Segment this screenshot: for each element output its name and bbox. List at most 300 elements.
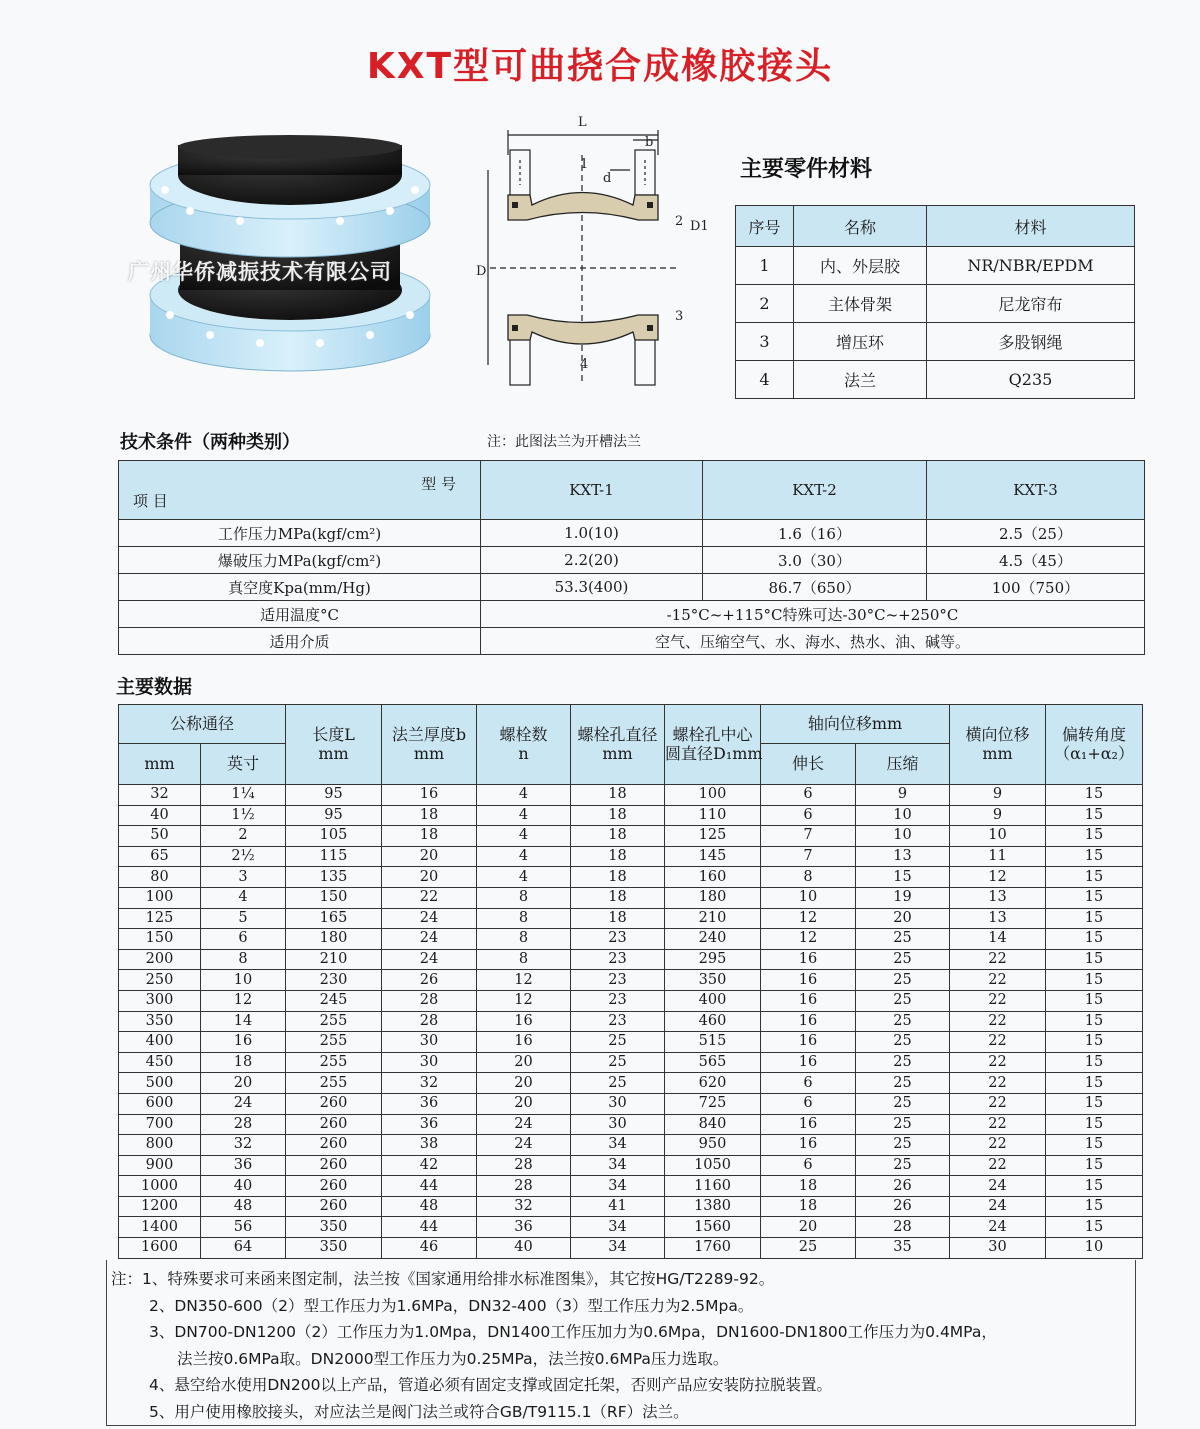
tech-cell: 100（750） xyxy=(927,574,1145,601)
table-cell: 15 xyxy=(1046,908,1143,929)
table-cell: 10 xyxy=(950,826,1046,847)
table-cell: 300 xyxy=(119,990,201,1011)
table-cell: 22 xyxy=(950,1155,1046,1176)
table-row xyxy=(119,867,1143,888)
parts-row xyxy=(736,323,1135,361)
table-cell: 26 xyxy=(856,1176,950,1197)
hdr-length-text: 长度L xyxy=(312,725,355,745)
table-cell: 255 xyxy=(286,1011,382,1032)
table-cell: 23 xyxy=(571,1011,665,1032)
table-cell: 10 xyxy=(761,887,856,908)
table-cell: 350 xyxy=(286,1217,382,1238)
table-cell: 18 xyxy=(761,1176,856,1197)
hdr-pcd-unit: 圆直径D₁mm xyxy=(665,743,763,763)
table-cell: 95 xyxy=(286,785,382,806)
table-cell: 36 xyxy=(201,1155,286,1176)
table-cell: 18 xyxy=(761,1196,856,1217)
parts-cell: 多股钢绳 xyxy=(927,323,1135,361)
tech-row xyxy=(119,574,1145,601)
table-cell: 165 xyxy=(286,908,382,929)
table-cell: 24 xyxy=(382,929,477,950)
table-cell: 110 xyxy=(665,805,761,826)
table-cell: 230 xyxy=(286,970,382,991)
table-cell: 32 xyxy=(382,1073,477,1094)
tech-row xyxy=(119,601,1145,628)
table-cell: 56 xyxy=(201,1217,286,1238)
table-cell: 1050 xyxy=(665,1155,761,1176)
table-cell: 42 xyxy=(382,1155,477,1176)
table-cell: 255 xyxy=(286,1032,382,1053)
table-cell: 14 xyxy=(201,1011,286,1032)
table-cell: 22 xyxy=(950,1073,1046,1094)
table-row xyxy=(119,1196,1143,1217)
table-cell: 25 xyxy=(571,1073,665,1094)
table-cell: 16 xyxy=(761,1032,856,1053)
parts-header-row xyxy=(736,206,1135,247)
parts-row xyxy=(736,361,1135,399)
table-cell: 20 xyxy=(477,1093,571,1114)
table-cell: 22 xyxy=(950,1052,1046,1073)
table-cell: 295 xyxy=(665,949,761,970)
table-cell: 25 xyxy=(856,1135,950,1156)
table-cell: 350 xyxy=(665,970,761,991)
table-cell: 15 xyxy=(1046,1114,1143,1135)
table-cell: 6 xyxy=(761,1073,856,1094)
table-cell: 150 xyxy=(119,929,201,950)
label-4: 4 xyxy=(580,357,589,372)
hdr-flange-unit: mm xyxy=(413,743,445,763)
hdr-hole-unit: mm xyxy=(602,743,633,763)
table-row xyxy=(119,887,1143,908)
table-cell: 260 xyxy=(286,1093,382,1114)
table-cell: 16 xyxy=(761,970,856,991)
table-cell: 44 xyxy=(382,1217,477,1238)
table-cell: 600 xyxy=(119,1093,201,1114)
table-cell: 12 xyxy=(761,929,856,950)
table-cell: 8 xyxy=(201,949,286,970)
tech-cell: 4.5（45） xyxy=(927,547,1145,574)
table-cell: 30 xyxy=(571,1114,665,1135)
tech-row xyxy=(119,520,1145,547)
table-cell: 125 xyxy=(119,908,201,929)
table-cell: 65 xyxy=(119,846,201,867)
table-cell: 28 xyxy=(477,1155,571,1176)
table-cell: 1600 xyxy=(119,1238,201,1259)
table-cell: 250 xyxy=(119,970,201,991)
table-cell: 16 xyxy=(382,785,477,806)
table-cell: 25 xyxy=(856,1093,950,1114)
table-cell: 19 xyxy=(856,887,950,908)
table-cell: 34 xyxy=(571,1217,665,1238)
table-cell: 12 xyxy=(477,990,571,1011)
table-cell: 34 xyxy=(571,1176,665,1197)
table-cell: 350 xyxy=(286,1238,382,1259)
table-cell: 25 xyxy=(856,1114,950,1135)
table-cell: 500 xyxy=(119,1073,201,1094)
table-row xyxy=(119,1093,1143,1114)
table-cell: 900 xyxy=(119,1155,201,1176)
table-cell: 16 xyxy=(761,1114,856,1135)
table-cell: 15 xyxy=(1046,1073,1143,1094)
hdr-ext: 伸长 xyxy=(761,744,856,785)
table-cell: 12 xyxy=(761,908,856,929)
table-cell: 16 xyxy=(761,1135,856,1156)
table-cell: 23 xyxy=(571,929,665,950)
hdr-inch: 英寸 xyxy=(201,744,286,785)
hdr-hole xyxy=(571,705,665,785)
tech-cell: 1.0(10) xyxy=(481,520,703,547)
table-cell: 200 xyxy=(119,949,201,970)
parts-header-no: 序号 xyxy=(736,206,794,247)
table-row xyxy=(119,846,1143,867)
table-cell: 255 xyxy=(286,1052,382,1073)
table-cell: 38 xyxy=(382,1135,477,1156)
table-cell: 16 xyxy=(761,990,856,1011)
table-cell: 14 xyxy=(950,929,1046,950)
table-row xyxy=(119,1114,1143,1135)
table-cell: 18 xyxy=(571,846,665,867)
table-cell: 30 xyxy=(950,1238,1046,1259)
table-cell: 210 xyxy=(665,908,761,929)
table-cell: 100 xyxy=(119,887,201,908)
table-cell: 15 xyxy=(1046,826,1143,847)
table-cell: 20 xyxy=(382,846,477,867)
main-header-row-1 xyxy=(119,705,1143,744)
media-label: 适用介质 xyxy=(119,628,481,655)
table-cell: 6 xyxy=(201,929,286,950)
table-cell: 260 xyxy=(286,1135,382,1156)
table-cell: 18 xyxy=(571,887,665,908)
table-cell: 15 xyxy=(1046,867,1143,888)
table-cell: 25 xyxy=(856,1073,950,1094)
tech-corner-cell xyxy=(119,461,481,520)
hdr-flange xyxy=(382,705,477,785)
table-cell: 6 xyxy=(761,1155,856,1176)
hdr-comp: 压缩 xyxy=(856,744,950,785)
table-cell: 160 xyxy=(665,867,761,888)
table-cell: 18 xyxy=(571,785,665,806)
table-cell: 255 xyxy=(286,1073,382,1094)
table-cell: 15 xyxy=(1046,846,1143,867)
table-cell: 1400 xyxy=(119,1217,201,1238)
parts-cell: 1 xyxy=(736,247,794,285)
table-cell: 1000 xyxy=(119,1176,201,1197)
table-row xyxy=(119,970,1143,991)
parts-cell: Q235 xyxy=(927,361,1135,399)
table-cell: 7 xyxy=(761,846,856,867)
table-cell: 22 xyxy=(950,949,1046,970)
main-heading: 主要数据 xyxy=(116,676,193,698)
table-cell: 24 xyxy=(382,908,477,929)
table-cell: 260 xyxy=(286,1155,382,1176)
table-cell: 8 xyxy=(477,949,571,970)
hdr-pcd-text: 螺栓孔中心 xyxy=(672,725,753,745)
table-cell: 80 xyxy=(119,867,201,888)
table-cell: 460 xyxy=(665,1011,761,1032)
table-cell: 25 xyxy=(856,1052,950,1073)
table-cell: 24 xyxy=(477,1135,571,1156)
hdr-pcd xyxy=(665,705,761,785)
table-cell: 26 xyxy=(856,1196,950,1217)
table-cell: 30 xyxy=(382,1052,477,1073)
label-d: d xyxy=(603,171,612,186)
note-line: 法兰按0.6MPa取。DN2000型工作压力为0.25MPa，法兰按0.6MPa压力选取。 xyxy=(177,1349,729,1368)
table-cell: 22 xyxy=(950,1011,1046,1032)
table-cell: 28 xyxy=(201,1114,286,1135)
table-cell: 20 xyxy=(201,1073,286,1094)
table-cell: 22 xyxy=(950,990,1046,1011)
table-cell: 15 xyxy=(1046,1135,1143,1156)
table-cell: 15 xyxy=(1046,970,1143,991)
table-cell: 12 xyxy=(477,970,571,991)
table-cell: 18 xyxy=(571,805,665,826)
table-cell: 4 xyxy=(477,785,571,806)
parts-cell: 主体骨架 xyxy=(794,285,927,323)
table-cell: 22 xyxy=(382,887,477,908)
table-cell: 2 xyxy=(201,826,286,847)
table-cell: 12 xyxy=(950,867,1046,888)
table-cell: 350 xyxy=(119,1011,201,1032)
table-cell: 16 xyxy=(477,1032,571,1053)
parts-header-material: 材料 xyxy=(927,206,1135,247)
table-row xyxy=(119,908,1143,929)
table-cell: 25 xyxy=(856,1011,950,1032)
table-cell: 725 xyxy=(665,1093,761,1114)
parts-cell: 2 xyxy=(736,285,794,323)
table-cell: 240 xyxy=(665,929,761,950)
table-cell: 32 xyxy=(201,1135,286,1156)
hdr-angle-text: 偏转角度 xyxy=(1062,725,1127,745)
table-cell: 16 xyxy=(201,1032,286,1053)
page-title: KXT型可曲挠合成橡胶接头 xyxy=(366,46,834,87)
table-cell: 260 xyxy=(286,1176,382,1197)
table-cell: 10 xyxy=(201,970,286,991)
table-cell: 1380 xyxy=(665,1196,761,1217)
tech-cell: 3.0（30） xyxy=(703,547,927,574)
table-row xyxy=(119,1011,1143,1032)
table-cell: 7 xyxy=(761,826,856,847)
table-row xyxy=(119,1073,1143,1094)
parts-cell: 4 xyxy=(736,361,794,399)
table-cell: 18 xyxy=(201,1052,286,1073)
table-cell: 2½ xyxy=(201,846,286,867)
table-cell: 260 xyxy=(286,1196,382,1217)
table-cell: 34 xyxy=(571,1155,665,1176)
tech-label: 工作压力MPa(kgf/cm²) xyxy=(119,520,481,547)
hdr-length xyxy=(286,705,382,785)
table-cell: 15 xyxy=(1046,1196,1143,1217)
table-cell: 48 xyxy=(201,1196,286,1217)
table-cell: 3 xyxy=(201,867,286,888)
parts-row xyxy=(736,247,1135,285)
table-row xyxy=(119,805,1143,826)
hdr-flange-text: 法兰厚度b xyxy=(391,725,467,745)
parts-header-name: 名称 xyxy=(794,206,927,247)
model-kxt3: KXT-3 xyxy=(927,461,1145,520)
table-cell: 6 xyxy=(761,805,856,826)
table-cell: 24 xyxy=(950,1196,1046,1217)
table-row xyxy=(119,929,1143,950)
cross-section-diagram xyxy=(470,110,709,400)
hdr-bolts-unit: n xyxy=(518,743,529,763)
table-cell: 18 xyxy=(571,867,665,888)
table-cell: 1¼ xyxy=(201,785,286,806)
table-cell: 30 xyxy=(382,1032,477,1053)
table-cell: 9 xyxy=(950,785,1046,806)
label-D1: D1 xyxy=(690,219,709,234)
table-cell: 36 xyxy=(382,1114,477,1135)
tech-cell: 2.2(20) xyxy=(481,547,703,574)
tech-heading: 技术条件（两种类别） xyxy=(120,432,300,453)
label-L: L xyxy=(578,115,587,130)
table-cell: 28 xyxy=(382,990,477,1011)
table-cell: 36 xyxy=(382,1093,477,1114)
table-cell: 150 xyxy=(286,887,382,908)
table-cell: 34 xyxy=(571,1238,665,1259)
table-cell: 16 xyxy=(761,949,856,970)
corner-item: 项 目 xyxy=(133,492,168,510)
table-cell: 36 xyxy=(477,1217,571,1238)
media-value: 空气、压缩空气、水、海水、热水、油、碱等。 xyxy=(481,628,1145,655)
label-3: 3 xyxy=(675,309,684,324)
table-cell: 20 xyxy=(477,1052,571,1073)
table-cell: 245 xyxy=(286,990,382,1011)
label-D: D xyxy=(476,264,487,279)
note-line: 5、用户使用橡胶接头，对应法兰是阀门法兰或符合GB/T9115.1（RF）法兰。 xyxy=(149,1402,689,1421)
table-cell: 6 xyxy=(761,1093,856,1114)
table-cell: 40 xyxy=(201,1176,286,1197)
table-cell: 115 xyxy=(286,846,382,867)
table-cell: 9 xyxy=(856,785,950,806)
table-cell: 22 xyxy=(950,1114,1046,1135)
temp-label: 适用温度°C xyxy=(119,601,481,628)
parts-cell: 尼龙帘布 xyxy=(927,285,1135,323)
table-cell: 20 xyxy=(761,1217,856,1238)
table-cell: 145 xyxy=(665,846,761,867)
table-cell: 950 xyxy=(665,1135,761,1156)
table-cell: 1760 xyxy=(665,1238,761,1259)
table-cell: 24 xyxy=(382,949,477,970)
table-cell: 23 xyxy=(571,990,665,1011)
table-cell: 15 xyxy=(1046,1176,1143,1197)
tech-header-row xyxy=(119,461,1145,520)
table-cell: 23 xyxy=(571,949,665,970)
table-cell: 22 xyxy=(950,1032,1046,1053)
table-cell: 25 xyxy=(761,1238,856,1259)
table-cell: 26 xyxy=(382,970,477,991)
table-cell: 1½ xyxy=(201,805,286,826)
table-cell: 4 xyxy=(477,826,571,847)
table-cell: 15 xyxy=(1046,990,1143,1011)
table-cell: 12 xyxy=(201,990,286,1011)
parts-cell: NR/NBR/EPDM xyxy=(927,247,1135,285)
parts-cell: 增压环 xyxy=(794,323,927,361)
table-cell: 8 xyxy=(477,887,571,908)
table-cell: 180 xyxy=(286,929,382,950)
table-cell: 10 xyxy=(856,805,950,826)
table-row xyxy=(119,1176,1143,1197)
company-watermark: 广州华侨减振技术有限公司 xyxy=(128,260,392,284)
hdr-mm: mm xyxy=(119,744,201,785)
table-cell: 16 xyxy=(761,1052,856,1073)
table-cell: 8 xyxy=(761,867,856,888)
temp-value: -15°C~+115°C特殊可达-30°C~+250°C xyxy=(481,601,1145,628)
table-row xyxy=(119,1217,1143,1238)
table-cell: 28 xyxy=(856,1217,950,1238)
table-cell: 64 xyxy=(201,1238,286,1259)
table-cell: 32 xyxy=(477,1196,571,1217)
tech-cell: 86.7（650） xyxy=(703,574,927,601)
table-cell: 25 xyxy=(856,1155,950,1176)
table-cell: 840 xyxy=(665,1114,761,1135)
table-cell: 20 xyxy=(477,1073,571,1094)
tech-cell: 1.6（16） xyxy=(703,520,927,547)
table-cell: 210 xyxy=(286,949,382,970)
table-cell: 30 xyxy=(571,1093,665,1114)
table-cell: 25 xyxy=(856,990,950,1011)
label-1: 1 xyxy=(580,157,589,172)
table-cell: 800 xyxy=(119,1135,201,1156)
table-cell: 5 xyxy=(201,908,286,929)
label-2: 2 xyxy=(675,214,684,229)
table-cell: 24 xyxy=(950,1176,1046,1197)
table-cell: 135 xyxy=(286,867,382,888)
table-cell: 18 xyxy=(571,908,665,929)
table-cell: 24 xyxy=(477,1114,571,1135)
table-cell: 15 xyxy=(1046,1093,1143,1114)
note-line: 3、DN700-DN1200（2）工作压力为1.0Mpa，DN1400工作压加力为0.6Mpa，DN1600-DN1800工作压力为0.4MPa， xyxy=(149,1323,997,1341)
hdr-hole-text: 螺栓孔直径 xyxy=(577,725,658,745)
table-cell: 13 xyxy=(950,908,1046,929)
table-row xyxy=(119,1032,1143,1053)
note-line: 4、悬空给水使用DN200以上产品，管道必须有固定支撑或固定托架，否则产品应安装防拉脱装置。 xyxy=(149,1376,832,1394)
table-cell: 40 xyxy=(477,1238,571,1259)
table-cell: 8 xyxy=(477,929,571,950)
tech-table xyxy=(118,460,1145,655)
tech-label: 真空度Kpa(mm/Hg) xyxy=(119,574,481,601)
table-cell: 260 xyxy=(286,1114,382,1135)
table-cell: 24 xyxy=(201,1093,286,1114)
model-kxt1: KXT-1 xyxy=(481,461,703,520)
hdr-bolts xyxy=(477,705,571,785)
table-cell: 15 xyxy=(1046,1011,1143,1032)
table-cell: 15 xyxy=(1046,1155,1143,1176)
table-cell: 46 xyxy=(382,1238,477,1259)
hdr-lateral-text: 横向位移 xyxy=(965,725,1030,745)
table-cell: 25 xyxy=(856,1032,950,1053)
table-row xyxy=(119,785,1143,806)
table-cell: 125 xyxy=(665,826,761,847)
table-cell: 4 xyxy=(477,805,571,826)
parts-cell: 3 xyxy=(736,323,794,361)
main-table-body xyxy=(119,785,1143,1259)
table-cell: 25 xyxy=(856,970,950,991)
table-cell: 20 xyxy=(856,908,950,929)
table-cell: 40 xyxy=(119,805,201,826)
table-row xyxy=(119,826,1143,847)
notes-box xyxy=(106,1260,1136,1426)
table-cell: 50 xyxy=(119,826,201,847)
table-cell: 95 xyxy=(286,805,382,826)
table-cell: 100 xyxy=(665,785,761,806)
table-cell: 1560 xyxy=(665,1217,761,1238)
table-cell: 16 xyxy=(477,1011,571,1032)
table-cell: 180 xyxy=(665,887,761,908)
table-cell: 10 xyxy=(856,826,950,847)
tech-cell: 2.5（25） xyxy=(927,520,1145,547)
tech-note: 注：此图法兰为开槽法兰 xyxy=(487,434,641,450)
table-cell: 4 xyxy=(477,867,571,888)
